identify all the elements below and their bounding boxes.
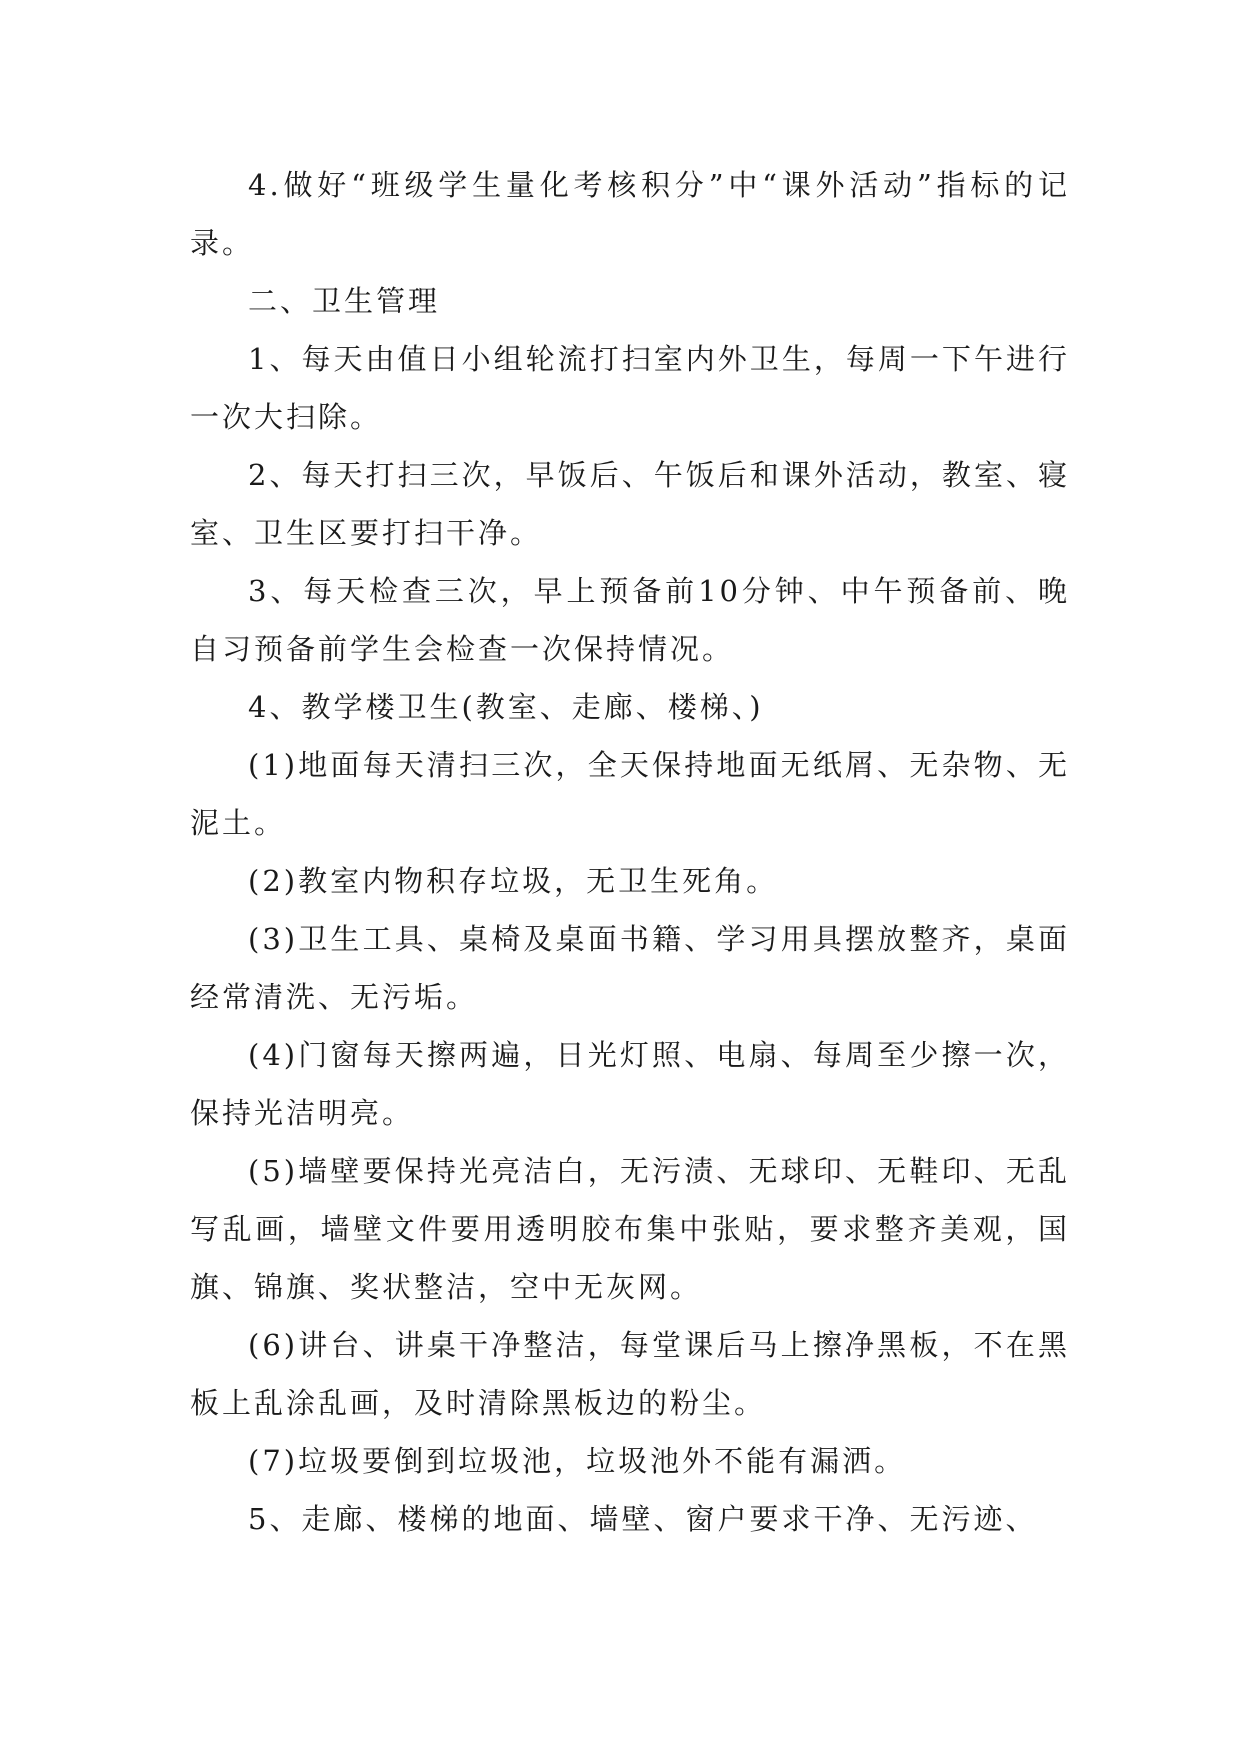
paragraph-item-1: (1)地面每天清扫三次，全天保持地面无纸屑、无杂物、无泥土。 xyxy=(190,748,1070,840)
paragraph-activity-record: 4.做好“班级学生量化考核积分”中“课外活动”指标的记录。 xyxy=(190,168,1070,260)
document-body xyxy=(190,156,1070,1548)
section-heading-hygiene: 二、卫生管理 xyxy=(248,284,441,318)
paragraph-daily-cleaning: 1、每天由值日小组轮流打扫室内外卫生，每周一下午进行一次大扫除。 xyxy=(190,342,1070,434)
paragraph-item-2: (2)教室内物积存垃圾，无卫生死角。 xyxy=(248,864,779,898)
paragraph-cleaning-times: 2、每天打扫三次，早饭后、午饭后和课外活动，教室、寝室、卫生区要打扫干净。 xyxy=(190,458,1070,550)
paragraph-item-7: (7)垃圾要倒到垃圾池，垃圾池外不能有漏洒。 xyxy=(248,1444,907,1478)
paragraph-item-4: (4)门窗每天擦两遍，日光灯照、电扇、每周至少擦一次，保持光洁明亮。 xyxy=(190,1038,1070,1130)
paragraph-corridor: 5、走廊、楼梯的地面、墙壁、窗户要求干净、无污迹、 xyxy=(248,1502,1038,1536)
paragraph-inspection: 3、每天检查三次，早上预备前10分钟、中午预备前、晚自习预备前学生会检查一次保持情况。 xyxy=(190,574,1070,666)
paragraph-item-3: (3)卫生工具、桌椅及桌面书籍、学习用具摆放整齐，桌面经常清洗、无污垢。 xyxy=(190,922,1070,1014)
paragraph-item-5: (5)墙壁要保持光亮洁白，无污渍、无球印、无鞋印、无乱写乱画，墙壁文件要用透明胶布集中张贴，要求整齐美观，国旗、锦旗、奖状整洁，空中无灰网。 xyxy=(190,1154,1070,1304)
paragraph-item-6: (6)讲台、讲桌干净整洁，每堂课后马上擦净黑板，不在黑板上乱涂乱画，及时清除黑板边的粉尘。 xyxy=(190,1328,1070,1420)
paragraph-building-hygiene: 4、教学楼卫生(教室、走廊、楼梯、) xyxy=(248,690,764,724)
